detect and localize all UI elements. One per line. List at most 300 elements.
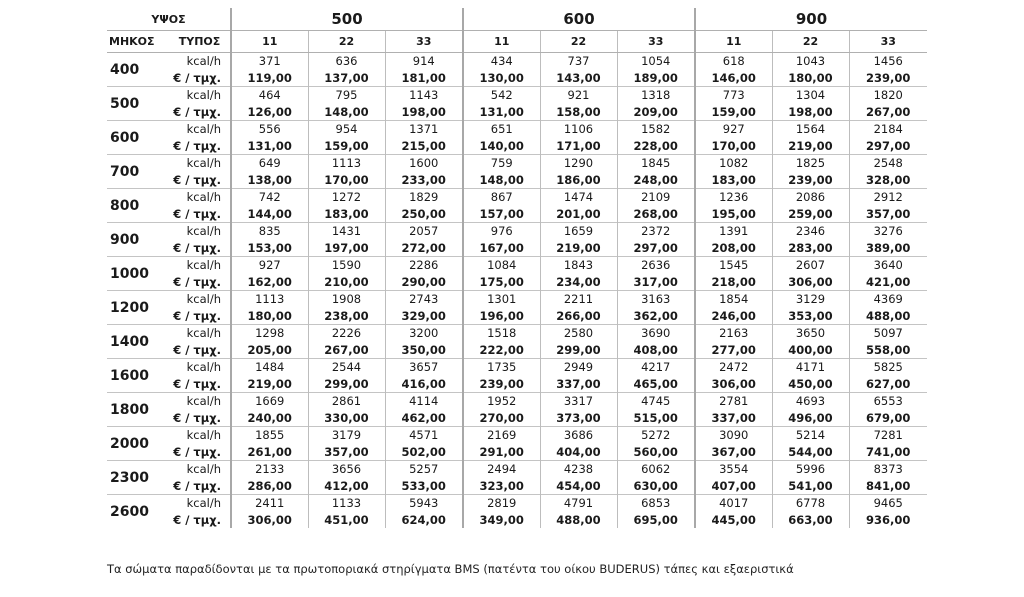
unit-power: kcal/h [169, 121, 231, 138]
kcal-value: 3640 [849, 257, 927, 274]
length-cell: 900 [107, 223, 169, 257]
kcal-value: 2861 [308, 393, 385, 410]
kcal-value: 636 [308, 53, 385, 70]
price-value: 412,00 [308, 477, 385, 495]
kcal-value: 1113 [231, 291, 308, 308]
price-value: 695,00 [617, 511, 695, 528]
kcal-value: 1391 [695, 223, 772, 240]
price-value: 297,00 [617, 239, 695, 257]
kcal-value: 371 [231, 53, 308, 70]
unit-power: kcal/h [169, 189, 231, 206]
unit-power: kcal/h [169, 461, 231, 478]
length-cell: 1800 [107, 393, 169, 427]
price-value: 306,00 [231, 511, 308, 528]
price-value: 533,00 [385, 477, 463, 495]
price-value: 362,00 [617, 307, 695, 325]
table-row-kcal [107, 189, 927, 206]
unit-power: kcal/h [169, 155, 231, 172]
price-value: 162,00 [231, 273, 308, 291]
price-value: 186,00 [540, 171, 617, 189]
price-value: 259,00 [772, 205, 849, 223]
unit-price: € / τμχ. [173, 512, 221, 527]
unit-price: € / τμχ. [173, 274, 221, 289]
price-value: 496,00 [772, 409, 849, 427]
kcal-value: 5943 [385, 495, 463, 512]
price-value: 219,00 [231, 375, 308, 393]
price-value: 488,00 [540, 511, 617, 528]
price-value: 306,00 [772, 273, 849, 291]
price-value: 215,00 [385, 137, 463, 155]
kcal-value: 3163 [617, 291, 695, 308]
price-value: 544,00 [772, 443, 849, 461]
kcal-value: 6062 [617, 461, 695, 478]
kcal-value: 1829 [385, 189, 463, 206]
table-row-price [107, 273, 927, 291]
kcal-value: 4693 [772, 393, 849, 410]
kcal-value: 618 [695, 53, 772, 70]
price-value: 208,00 [695, 239, 772, 257]
price-value: 198,00 [385, 103, 463, 121]
price-value: 357,00 [849, 205, 927, 223]
price-value: 183,00 [695, 171, 772, 189]
price-value: 239,00 [463, 375, 540, 393]
kcal-value: 2184 [849, 121, 927, 138]
length-cell: 600 [107, 121, 169, 155]
kcal-value: 7281 [849, 427, 927, 444]
kcal-value: 2226 [308, 325, 385, 342]
kcal-value: 1908 [308, 291, 385, 308]
kcal-value: 1298 [231, 325, 308, 342]
length-cell: 800 [107, 189, 169, 223]
unit-power: kcal/h [169, 257, 231, 274]
price-value: 404,00 [540, 443, 617, 461]
unit-price: € / τμχ. [173, 376, 221, 391]
price-value: 283,00 [772, 239, 849, 257]
kcal-value: 649 [231, 155, 308, 172]
kcal-value: 1082 [695, 155, 772, 172]
kcal-value: 4171 [772, 359, 849, 376]
unit-power: kcal/h [169, 359, 231, 376]
price-value: 465,00 [617, 375, 695, 393]
length-cell: 700 [107, 155, 169, 189]
kcal-value: 6778 [772, 495, 849, 512]
price-value: 541,00 [772, 477, 849, 495]
price-value: 222,00 [463, 341, 540, 359]
kcal-value: 914 [385, 53, 463, 70]
kcal-value: 1600 [385, 155, 463, 172]
type-header: 22 [540, 31, 617, 53]
price-value: 627,00 [849, 375, 927, 393]
kcal-value: 542 [463, 87, 540, 104]
kcal-value: 2086 [772, 189, 849, 206]
price-value: 290,00 [385, 273, 463, 291]
table-row-price [107, 205, 927, 223]
unit-price: € / τμχ. [173, 70, 221, 85]
kcal-value: 1456 [849, 53, 927, 70]
kcal-value: 2607 [772, 257, 849, 274]
kcal-value: 742 [231, 189, 308, 206]
price-value: 630,00 [617, 477, 695, 495]
kcal-value: 1590 [308, 257, 385, 274]
unit-price: € / τμχ. [173, 138, 221, 153]
unit-price: € / τμχ. [173, 342, 221, 357]
price-value: 157,00 [463, 205, 540, 223]
kcal-value: 2411 [231, 495, 308, 512]
kcal-value: 1659 [540, 223, 617, 240]
kcal-value: 5214 [772, 427, 849, 444]
kcal-value: 4217 [617, 359, 695, 376]
price-value: 389,00 [849, 239, 927, 257]
price-value: 140,00 [463, 137, 540, 155]
price-value: 560,00 [617, 443, 695, 461]
price-table [107, 8, 927, 528]
price-value: 329,00 [385, 307, 463, 325]
price-value: 450,00 [772, 375, 849, 393]
kcal-value: 1669 [231, 393, 308, 410]
price-value: 146,00 [695, 69, 772, 87]
kcal-value: 6553 [849, 393, 927, 410]
price-value: 250,00 [385, 205, 463, 223]
price-value: 143,00 [540, 69, 617, 87]
table-row-price [107, 341, 927, 359]
price-value: 367,00 [695, 443, 772, 461]
length-cell: 2600 [107, 495, 169, 529]
price-value: 299,00 [308, 375, 385, 393]
kcal-value: 3656 [308, 461, 385, 478]
price-value: 209,00 [617, 103, 695, 121]
kcal-value: 1236 [695, 189, 772, 206]
kcal-value: 434 [463, 53, 540, 70]
kcal-value: 2286 [385, 257, 463, 274]
kcal-value: 4571 [385, 427, 463, 444]
kcal-value: 1272 [308, 189, 385, 206]
kcal-value: 5257 [385, 461, 463, 478]
kcal-value: 795 [308, 87, 385, 104]
kcal-value: 4745 [617, 393, 695, 410]
table-row-kcal [107, 427, 927, 444]
unit-power: kcal/h [169, 223, 231, 240]
price-value: 248,00 [617, 171, 695, 189]
kcal-value: 2636 [617, 257, 695, 274]
unit-price: € / τμχ. [173, 478, 221, 493]
kcal-value: 1484 [231, 359, 308, 376]
price-value: 119,00 [231, 69, 308, 87]
table-row-price [107, 307, 927, 325]
price-value: 317,00 [617, 273, 695, 291]
price-value: 219,00 [540, 239, 617, 257]
price-value: 138,00 [231, 171, 308, 189]
length-cell: 500 [107, 87, 169, 121]
kcal-value: 4017 [695, 495, 772, 512]
price-value: 268,00 [617, 205, 695, 223]
height-label: ΥΨΟΣ [151, 12, 186, 26]
table-row-price [107, 511, 927, 528]
table-row-price [107, 375, 927, 393]
price-value: 148,00 [308, 103, 385, 121]
kcal-value: 2211 [540, 291, 617, 308]
kcal-value: 3276 [849, 223, 927, 240]
kcal-value: 927 [695, 121, 772, 138]
table-row-price [107, 137, 927, 155]
kcal-value: 464 [231, 87, 308, 104]
price-value: 234,00 [540, 273, 617, 291]
kcal-value: 1735 [463, 359, 540, 376]
kcal-value: 4369 [849, 291, 927, 308]
kcal-value: 835 [231, 223, 308, 240]
price-value: 219,00 [772, 137, 849, 155]
price-value: 261,00 [231, 443, 308, 461]
type-header: 22 [772, 31, 849, 53]
kcal-value: 1582 [617, 121, 695, 138]
price-value: 240,00 [231, 409, 308, 427]
unit-price: € / τμχ. [173, 240, 221, 255]
kcal-value: 1855 [231, 427, 308, 444]
kcal-value: 1371 [385, 121, 463, 138]
length-cell: 2300 [107, 461, 169, 495]
price-value: 181,00 [385, 69, 463, 87]
price-value: 175,00 [463, 273, 540, 291]
price-value: 201,00 [540, 205, 617, 223]
kcal-value: 2346 [772, 223, 849, 240]
kcal-value: 2057 [385, 223, 463, 240]
price-value: 167,00 [463, 239, 540, 257]
price-value: 679,00 [849, 409, 927, 427]
kcal-value: 2544 [308, 359, 385, 376]
kcal-value: 976 [463, 223, 540, 240]
table-row-kcal [107, 359, 927, 376]
kcal-value: 3686 [540, 427, 617, 444]
unit-power: kcal/h [169, 325, 231, 342]
unit-power: kcal/h [169, 87, 231, 104]
kcal-value: 2580 [540, 325, 617, 342]
table-row-kcal [107, 53, 927, 70]
kcal-value: 759 [463, 155, 540, 172]
kcal-value: 921 [540, 87, 617, 104]
price-value: 349,00 [463, 511, 540, 528]
price-value: 407,00 [695, 477, 772, 495]
unit-price: € / τμχ. [173, 410, 221, 425]
price-value: 454,00 [540, 477, 617, 495]
kcal-value: 4114 [385, 393, 463, 410]
kcal-value: 6853 [617, 495, 695, 512]
table-row-price [107, 171, 927, 189]
price-value: 277,00 [695, 341, 772, 359]
price-value: 189,00 [617, 69, 695, 87]
height-600-header: 600 [463, 8, 695, 31]
type-header: 11 [463, 31, 540, 53]
kcal-value: 867 [463, 189, 540, 206]
kcal-value: 2949 [540, 359, 617, 376]
kcal-value: 3657 [385, 359, 463, 376]
kcal-value: 2109 [617, 189, 695, 206]
kcal-value: 1545 [695, 257, 772, 274]
table-row-kcal [107, 393, 927, 410]
length-cell: 2000 [107, 427, 169, 461]
kcal-value: 1825 [772, 155, 849, 172]
length-cell: 400 [107, 53, 169, 87]
price-value: 357,00 [308, 443, 385, 461]
table-body [107, 53, 927, 529]
kcal-value: 3090 [695, 427, 772, 444]
height-900-header: 900 [695, 8, 927, 31]
price-value: 502,00 [385, 443, 463, 461]
price-value: 218,00 [695, 273, 772, 291]
kcal-value: 5996 [772, 461, 849, 478]
kcal-value: 1845 [617, 155, 695, 172]
price-value: 451,00 [308, 511, 385, 528]
price-value: 137,00 [308, 69, 385, 87]
table-row-price [107, 239, 927, 257]
price-value: 267,00 [308, 341, 385, 359]
price-value: 153,00 [231, 239, 308, 257]
price-value: 421,00 [849, 273, 927, 291]
kcal-value: 5272 [617, 427, 695, 444]
length-cell: 1600 [107, 359, 169, 393]
price-value: 228,00 [617, 137, 695, 155]
kcal-value: 1518 [463, 325, 540, 342]
kcal-value: 1143 [385, 87, 463, 104]
kcal-value: 1564 [772, 121, 849, 138]
table-row-price [107, 409, 927, 427]
kcal-value: 1304 [772, 87, 849, 104]
price-value: 205,00 [231, 341, 308, 359]
price-value: 170,00 [308, 171, 385, 189]
price-value: 126,00 [231, 103, 308, 121]
price-value: 337,00 [540, 375, 617, 393]
kcal-value: 1854 [695, 291, 772, 308]
price-value: 841,00 [849, 477, 927, 495]
length-cell: 1000 [107, 257, 169, 291]
kcal-value: 1106 [540, 121, 617, 138]
kcal-value: 2781 [695, 393, 772, 410]
price-value: 328,00 [849, 171, 927, 189]
kcal-value: 1318 [617, 87, 695, 104]
kcal-value: 4791 [540, 495, 617, 512]
price-value: 266,00 [540, 307, 617, 325]
kcal-value: 1301 [463, 291, 540, 308]
table-row-kcal [107, 291, 927, 308]
type-header: 33 [385, 31, 463, 53]
unit-price: € / τμχ. [173, 444, 221, 459]
price-value: 197,00 [308, 239, 385, 257]
price-value: 148,00 [463, 171, 540, 189]
table-row-price [107, 443, 927, 461]
kcal-value: 3317 [540, 393, 617, 410]
kcal-value: 2169 [463, 427, 540, 444]
type-label: ΤΥΠΟΣ [169, 31, 231, 53]
kcal-value: 2743 [385, 291, 463, 308]
price-value: 198,00 [772, 103, 849, 121]
kcal-value: 1431 [308, 223, 385, 240]
kcal-value: 1820 [849, 87, 927, 104]
kcal-value: 3650 [772, 325, 849, 342]
price-value: 299,00 [540, 341, 617, 359]
table-row-price [107, 103, 927, 121]
price-value: 306,00 [695, 375, 772, 393]
price-value: 400,00 [772, 341, 849, 359]
price-value: 131,00 [231, 137, 308, 155]
price-value: 663,00 [772, 511, 849, 528]
price-value: 323,00 [463, 477, 540, 495]
price-value: 558,00 [849, 341, 927, 359]
footnote: Τα σώματα παραδίδονται με τα πρωτοποριακά στηρίγματα BMS (πατέντα του οίκου BUDERUS) τάπες και εξαεριστικά [107, 562, 794, 576]
kcal-value: 1952 [463, 393, 540, 410]
price-value: 159,00 [695, 103, 772, 121]
price-value: 239,00 [849, 69, 927, 87]
price-value: 286,00 [231, 477, 308, 495]
price-value: 196,00 [463, 307, 540, 325]
kcal-value: 1133 [308, 495, 385, 512]
price-value: 180,00 [772, 69, 849, 87]
kcal-value: 556 [231, 121, 308, 138]
price-value: 936,00 [849, 511, 927, 528]
kcal-value: 737 [540, 53, 617, 70]
kcal-value: 5097 [849, 325, 927, 342]
price-value: 353,00 [772, 307, 849, 325]
price-value: 337,00 [695, 409, 772, 427]
table-row-kcal [107, 155, 927, 172]
table-row-kcal [107, 87, 927, 104]
unit-power: kcal/h [169, 495, 231, 512]
price-value: 171,00 [540, 137, 617, 155]
kcal-value: 5825 [849, 359, 927, 376]
type-header: 33 [849, 31, 927, 53]
price-value: 291,00 [463, 443, 540, 461]
price-value: 130,00 [463, 69, 540, 87]
price-value: 131,00 [463, 103, 540, 121]
price-value: 180,00 [231, 307, 308, 325]
length-cell: 1400 [107, 325, 169, 359]
price-value: 408,00 [617, 341, 695, 359]
kcal-value: 927 [231, 257, 308, 274]
price-value: 238,00 [308, 307, 385, 325]
kcal-value: 1043 [772, 53, 849, 70]
unit-price: € / τμχ. [173, 308, 221, 323]
kcal-value: 954 [308, 121, 385, 138]
kcal-value: 2163 [695, 325, 772, 342]
kcal-value: 3179 [308, 427, 385, 444]
price-value: 515,00 [617, 409, 695, 427]
price-value: 210,00 [308, 273, 385, 291]
unit-power: kcal/h [169, 291, 231, 308]
kcal-value: 1843 [540, 257, 617, 274]
unit-power: kcal/h [169, 393, 231, 410]
price-value: 488,00 [849, 307, 927, 325]
price-value: 159,00 [308, 137, 385, 155]
kcal-value: 2912 [849, 189, 927, 206]
kcal-value: 773 [695, 87, 772, 104]
price-value: 462,00 [385, 409, 463, 427]
type-header: 22 [308, 31, 385, 53]
unit-power: kcal/h [169, 427, 231, 444]
kcal-value: 3690 [617, 325, 695, 342]
length-cell: 1200 [107, 291, 169, 325]
type-header-row [107, 31, 927, 53]
unit-price: € / τμχ. [173, 172, 221, 187]
kcal-value: 1113 [308, 155, 385, 172]
kcal-value: 4238 [540, 461, 617, 478]
price-value: 144,00 [231, 205, 308, 223]
kcal-value: 3554 [695, 461, 772, 478]
unit-price: € / τμχ. [173, 104, 221, 119]
unit-power: kcal/h [169, 53, 231, 70]
price-value: 350,00 [385, 341, 463, 359]
price-value: 272,00 [385, 239, 463, 257]
table-row-kcal [107, 223, 927, 240]
kcal-value: 1054 [617, 53, 695, 70]
price-value: 195,00 [695, 205, 772, 223]
kcal-value: 3129 [772, 291, 849, 308]
